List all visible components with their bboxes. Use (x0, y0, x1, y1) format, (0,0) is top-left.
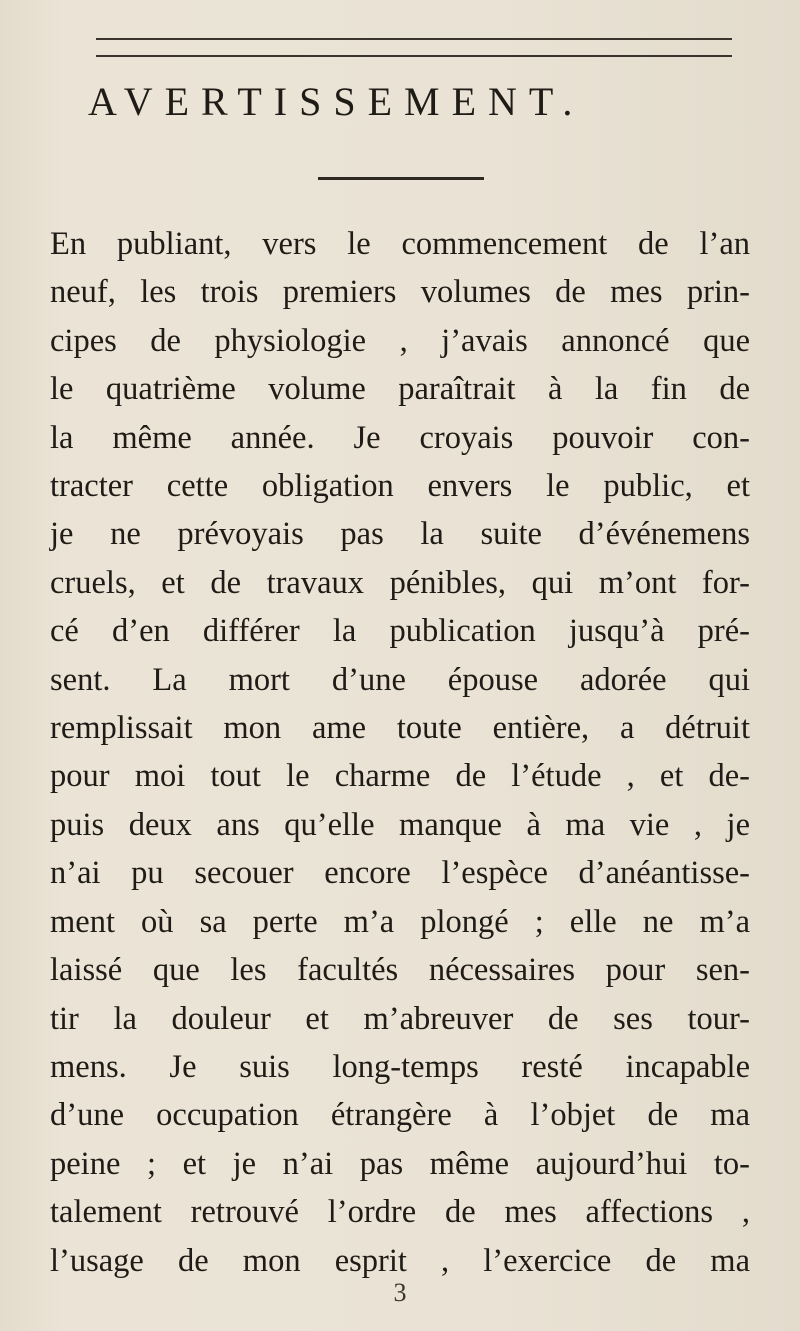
page-number: 3 (393, 1278, 407, 1307)
text-line: le quatrième volume paraîtrait à la fin de (50, 371, 750, 408)
text-line: ment où sa perte m’a plongé ; elle ne m’a (50, 903, 750, 940)
text-line: tracter cette obligation envers le public, et (50, 468, 750, 505)
title-separator-rule (318, 177, 484, 180)
top-double-rule-lower (96, 55, 732, 57)
text-line: sent. La mort d’une épouse adorée qui (50, 661, 750, 698)
text-line: remplissait mon ame toute entière, a détruit (50, 710, 750, 747)
text-line: laissé que les facultés nécessaires pour sen- (50, 952, 750, 989)
text-line: tir la douleur et m’abreuver de ses tour- (50, 1000, 750, 1037)
page-title: AVERTISSEMENT. (88, 79, 585, 124)
body-paragraph (50, 220, 750, 1285)
text-line: cé d’en différer la publication jusqu’à pré- (50, 613, 750, 650)
text-line: cipes de physiologie , j’avais annoncé que (50, 322, 750, 359)
text-line: neuf, les trois premiers volumes de mes prin- (50, 274, 750, 311)
text-line: cruels, et de travaux pénibles, qui m’ont for- (50, 564, 750, 601)
top-double-rule-upper (96, 38, 732, 40)
text-line: d’une occupation étrangère à l’objet de ma (50, 1097, 750, 1134)
text-line: l’usage de mon esprit , l’exercice de ma (50, 1242, 750, 1279)
text-line: puis deux ans qu’elle manque à ma vie , je (50, 806, 750, 843)
text-line: pour moi tout le charme de l’étude , et de- (50, 758, 750, 795)
text-line: n’ai pu secouer encore l’espèce d’anéantisse- (50, 855, 750, 892)
text-line: talement retrouvé l’ordre de mes affections , (50, 1194, 750, 1231)
text-line: mens. Je suis long-temps resté incapable (50, 1048, 750, 1085)
text-line: peine ; et je n’ai pas même aujourd’hui to- (50, 1145, 750, 1182)
text-line: En publiant, vers le commencement de l’an (50, 226, 750, 262)
text-line: la même année. Je croyais pouvoir con- (50, 419, 750, 456)
text-line: je ne prévoyais pas la suite d’événemens (50, 516, 750, 553)
